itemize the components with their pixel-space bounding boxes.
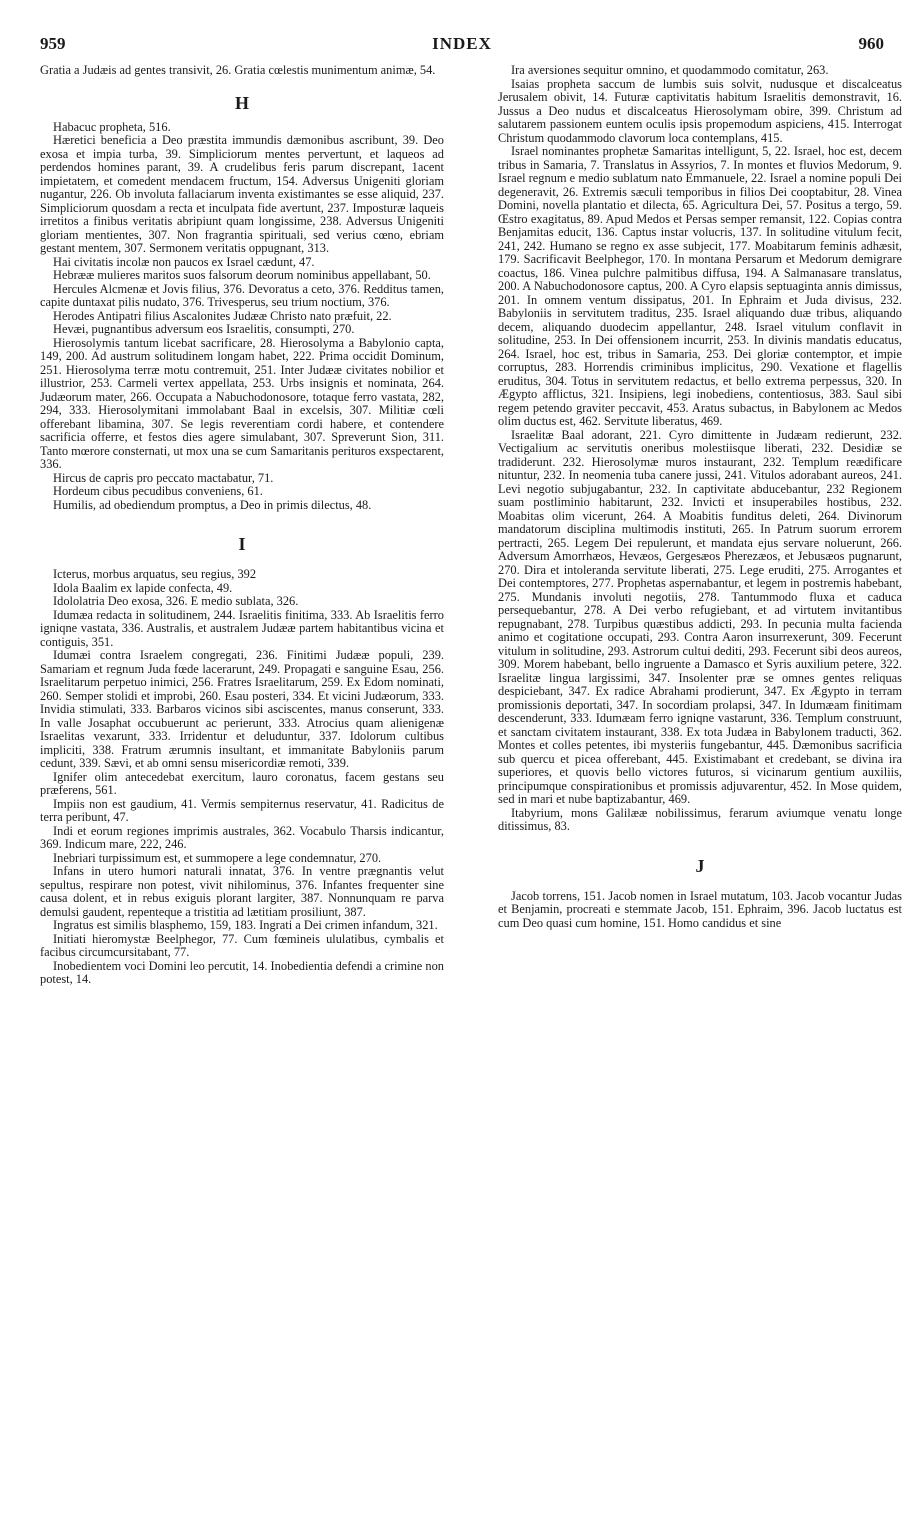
right-page-number: 960: [858, 34, 884, 53]
index-entry: Impiis non est gaudium, 41. Vermis sempiternus reservatur, 41. Radicitus de terra peribunt, 47.: [40, 796, 444, 824]
index-entry: Ignifer olim antecedebat exercitum, lauro coronatus, facem gestans seu præferens, 561.: [40, 769, 444, 797]
index-entry: Hordeum cibus pecudibus conveniens, 61.: [53, 484, 263, 498]
page-header: [40, 34, 884, 56]
index-entry: Israelitæ Baal adorant, 221. Cyro dimittente in Judæam redierunt, 232. Vectigalium ac servitutis oneribus molestiisque liberati, 232. Desidiæ se tradiderunt. 232. Hierosolymæ muros instaurant, 232. Templum reædificare nituntur, 232. In neomenia tuba canere jussi, 241. Vitulos adorabant aureos, 241. Levi negotio subjugabantur, 232. In captivitate abducebantur, 232 Regionem suam postliminio habitarunt, 232. Invicti et insuperabiles hostibus, 232. Moabitas olim vicerunt, 264. A Moabitis funditus deleti, 264. Divinorum mandatorum disciplina multimodis instituti, 265. In Patrum suorum errorem pertracti, 265. Legem Dei repulerunt, et mandata ejus servare noluerunt, 266. Adversum Amorrhæos, Hevæos, Gergesæos Pherezæos, et Jebusæos pugnarunt, 270. Dira et intoleranda servitute liberati, 275. Lege eruditi, 275. Arrogantes et Dei contemptores, 277. Prophetas aspernabantur, et legem in postremis habebant, 275. Mundanis involuti negotiis, 278. Tantummodo fluxa et caduca persequebantur, 278. A Dei verbo refugiebant, et ad virtutem invitantibus repugnabant, 278. Turpibus quæstibus addicti, 293. In pecunia multa faciendа animo et cogitatione occupati, 293. Contra Aaron insurrexerunt, 309. Fecerunt vitulum in solitudine, 293. Astrorum cultui dediti, 293. Fecerunt sibi deos aureos, 309. Morem habebant, bello ingruente a Damasco et Syris auxilium petere, 322. Israelitæ lingua largissimi, 347. Insolenter præ se omnes gentes reliquas despiciebant, 347. Ex radice Abrahami prodierunt, 347. Ex Ægypto in terram promissionis deportati, 347. In socordiam prolapsi, 347. In Idumæam finitimam descenderunt, 333. Idumæam ferro igniqne vastarunt, 336. Templum construunt, et sanctam civitatem instaurant, 338. Ex tota Judæa in Babylonem traducti, 362. Montes et colles petentes, ibi mysteriis fungebantur, 445. Dæmonibus sacrificia sub quercu et picea offerebant, 445. Existimabant et credebant, se divina ira superiores, et quovis bello victores futuros, si vicinarum gentium auxiliis, principumque conspirationibus et promissis adjuvarentur, 452. In Mose quidem, sed in mari et nube baptizabantur, 469.: [498, 427, 902, 806]
left-page-number: 959: [40, 34, 66, 53]
index-entry: Hai civitatis incolæ non paucos ex Israel cædunt, 47.: [53, 254, 315, 269]
index-entry-gratia: Gratia a Judæis ad gentes transivit, 26. Gratia cœlestis munimentum animæ, 54.: [40, 63, 436, 77]
index-entry: Hæretici beneficia a Deo præstita immundis dæmonibus ascribunt, 39. Deo exosa et impia turba, 39. Simpliciorum mentes pervertunt, et laqueos ad perdendos homines parant, 39. A crudelibus feris parum discrepant, 1acent impietatem, et comedent mendacem fructum, 154. Adversus Unigeniti gloriam nugantur, 226. Ob involuta fallaciarum inventa existimantes se esse aliquid, 237. Simpliciorum quosdam a recta et inculpata fide avertunt, 237. Imposturæ laqueis irretitos a finibus veritatis abripiunt quam longissime, 238. Adversus Unigeniti gloriam mentientes, 307. Non fragrantia spirituali, sed verius cœno, ebriam gestant mentem, 307. Sermonem veritatis oppugnant, 313.: [40, 133, 444, 255]
index-entry: Idololatria Deo exosa, 326. E medio sublata, 326.: [53, 594, 299, 608]
index-entry: Icterus, morbus arquatus, seu regius, 392: [53, 567, 257, 581]
index-entry: Idola Baalim ex lapide confecta, 49.: [53, 580, 233, 595]
index-entry: Inebriari turpissimum est, et summopere a lege condemnatur, 270.: [53, 850, 382, 865]
index-entry: Infans in utero humori naturali innatat, 376. In ventre prægnantis velut sepultus, respirare non potest, vivit nihilominus, 376. Infantes frequenter sine causa dolent, et in rebus exiguis plorant largiter, 387. Nonnunquam re parva demulsi gaudent, repenteque a tristitia ad lætitiam prosiliunt, 387.: [40, 864, 444, 919]
section-letter-j: J: [695, 855, 705, 876]
index-entry: Inobedientem voci Domini leo percutit, 14. Inobedientia defendi a crimine non potest, 14.: [40, 958, 444, 986]
index-entry: Hierosolymis tantum licebat sacrificare, 28. Hierosolyma a Babylonio capta, 149, 200. Ad austrum solitudinem longam habet, 222. Prima occidit Dominum, 251. Hierosolyma terræ motu contremuit, 251. Inter Judææ civitates nobilior et illustrior, 253. Carmeli vertex appellata, 253. Urbs insignis et nominata, 264. Judæorum mater, 266. Occupata a Nabuchodonosore, totaque ferro vastata, 282, 294, 333. Hierosolymitani immolabant Baal in excelsis, 307. Militiæ cœli offerebant libamina, 307. Se legis reverentiam cordi habere, et contendere sacrificia offerre, et festos dies agere simulabant, 307. Spreverunt Sion, 311. Tanto mœrore consternati, ut mox una se cum Samaritanis perituros exspectarent, 336.: [40, 335, 444, 471]
running-title: INDEX: [432, 34, 492, 53]
index-entry: Hebrææ mulieres maritos suos falsorum deorum nominibus appellabant, 50.: [53, 268, 431, 282]
index-entry: Hircus de capris pro peccato mactabatur, 71.: [53, 470, 274, 485]
index-entry: Hevæi, pugnantibus adversum eos Israelitis, consumpti, 270.: [53, 322, 355, 336]
section-letter-h: H: [234, 92, 249, 113]
right-column: [498, 64, 902, 930]
index-entry: Hercules Alcmenæ et Jovis filius, 376. Devoratus a ceto, 376. Redditus tamen, capite duntaxat pilis nudato, 376. Trivesperus, seu trium noctium, 376.: [40, 281, 444, 309]
section-letter-i: I: [238, 534, 246, 554]
index-entry: Ingratus est similis blasphemo, 159, 183. Ingrati a Dei crimen infandum, 321.: [53, 918, 438, 932]
index-entry: Habacuc propheta, 516.: [53, 119, 171, 134]
index-entry: Ira aversiones sequitur omnino, et quodammodo comitatur, 263.: [511, 63, 829, 77]
index-entry: Initiati hieromystæ Beelphegor, 77. Cum fœmineis ululatibus, cymbalis et facibus circumcursitabant, 77.: [40, 931, 444, 959]
index-entry: Idumæa redacta in solitudinem, 244. Israelitis finitima, 333. Ab Israelitis ferro igniqne vastata, 336. Australis, et australem Judææ partem habitantibus vicina et contiguis, 351.: [40, 607, 444, 649]
index-entry: Israel nominantes prophetæ Samaritas intelligunt, 5, 22. Israel, hoc est, decem tribus in Samaria, 7. Translatus in Assyrios, 7. In montes et fluvios Medorum, 9. Israel regnum e medio sublatum nato Emmanuele, 22. Israel a nomine populi Dei degeneravit, 26. Extremis sæculi temporibus in filios Dei cooptabitur, 28. Vinea Domini, novella plantatio et dilecta, 65. Agricultura Dei, 57. Positus a tergo, 59. Œstro exagitatus, 89. Apud Medos et Persas semper remansit, 122. Copias contra Benjamitas educit, 136. Captus instar volucris, 137. In solitudine vitulum fecit, 241, 242. Humano se regno ex asse subjecit, 177. Moabitarum feminis adhæsit, 179. Sacrificavit Beelphegor, 170. In montana Persarum et Medorum demigrare coactus, 186. Vinea pulchre palmitibus diffusa, 194. A Salmanasare translatus, 200. A Nabuchodonosore captus, 200. A Cyro elapsis septuaginta annis dimissus, 201. In omnem ventum dissipatus, 201. In Ephraim et Juda divisus, 232. Babyloniis in servitutem traditus, 235. Israel aliquando duæ tribus, aliquando decem, aliquando duodecim appellantur, 248. Israel vitulum conflavit in solitudine, 253. In Dei offensionem incurrit, 253. In divinis mandatis educatus, 264. Israel, hoc est, tribus in Samaria, 253. Dei gloriæ contemptor, et impie corruptus, 283. Horrendis criminibus implicitus, 290. Vexatione et flagellis eruditus, 304. Totus in servitutem redactus, et bello extrema perpessus, 320. In Ægypto afflictus, 321. Insipiens, legi inobediens, contentiosus, 383. Saul sibi regem petendo graviter peccavit, 453. Aratus subactus, in Babylonem ac Medos olim ductus est, 462. Servitute liberatus, 469.: [498, 144, 902, 428]
index-entry: Indi et eorum regiones imprimis australes, 362. Vocabulo Tharsis indicantur, 369. Indicum mare, 222, 246.: [40, 823, 444, 851]
index-entry: Itabyrium, mons Galilææ nobilissimus, ferarum aviumque venatu longe ditissimus, 83.: [498, 805, 902, 833]
index-entry: Jacob torrens, 151. Jacob nomen in Israel mutatum, 103. Jacob vocantur Judas et Benjamin, procreati e stemmate Jacob, 151. Ephraim, 396. Jacob luctatus est cum Deo quasi cum homine, 151. Homo candidus et sine: [498, 888, 902, 930]
index-entry: Isaias propheta saccum de lumbis suis solvit, nudusque et discalceatus Jerusalem obivit, 14. Futuræ captivitatis habitum Israelitis demonstravit, 16. Jussus a Deo nudus et discalceatus Hierosolymam obire, 399. Christum ad salutarem passionem euntem oculis ipsis propemodum aspiciens, 415. Interrogat Christum quodammodo clavorum loca contemplans, 415.: [498, 76, 902, 145]
index-entry: Idumæi contra Israelem congregati, 236. Finitimi Judææ populi, 239. Samariam et regnum Juda fœde lacerarunt, 249. Propagati e sanguine Esau, 256. Israelitarum perpetuo inimici, 256. Fratres Israelitarum, 259. Ex Edom nominati, 260. Semper stolidi et improbi, 260. Esau posteri, 334. Et vicini Judæorum, 333. Invidia stimulati, 333. Barbaros vicinos sibi asciscentes, manus conserunt, 333. In valle Josaphat occubuerunt ac perierunt, 333. Atrocius quam alienigenæ Israelitas vexarunt, 333. Irridentur et deluduntur, 337. Idolorum cultibus impliciti, 338. Fratrum ærumnis insultant, et immanitate Babyloniis parum cedunt, 339. Sævi, et ab omni sensu misericordiæ remoti, 339.: [40, 648, 444, 770]
left-column: [40, 64, 444, 987]
index-entry: Herodes Antipatri filius Ascalonites Judææ Christo nato præfuit, 22.: [53, 308, 392, 323]
index-entry: Humilis, ad obediendum promptus, a Deo in primis dilectus, 48.: [53, 497, 372, 512]
